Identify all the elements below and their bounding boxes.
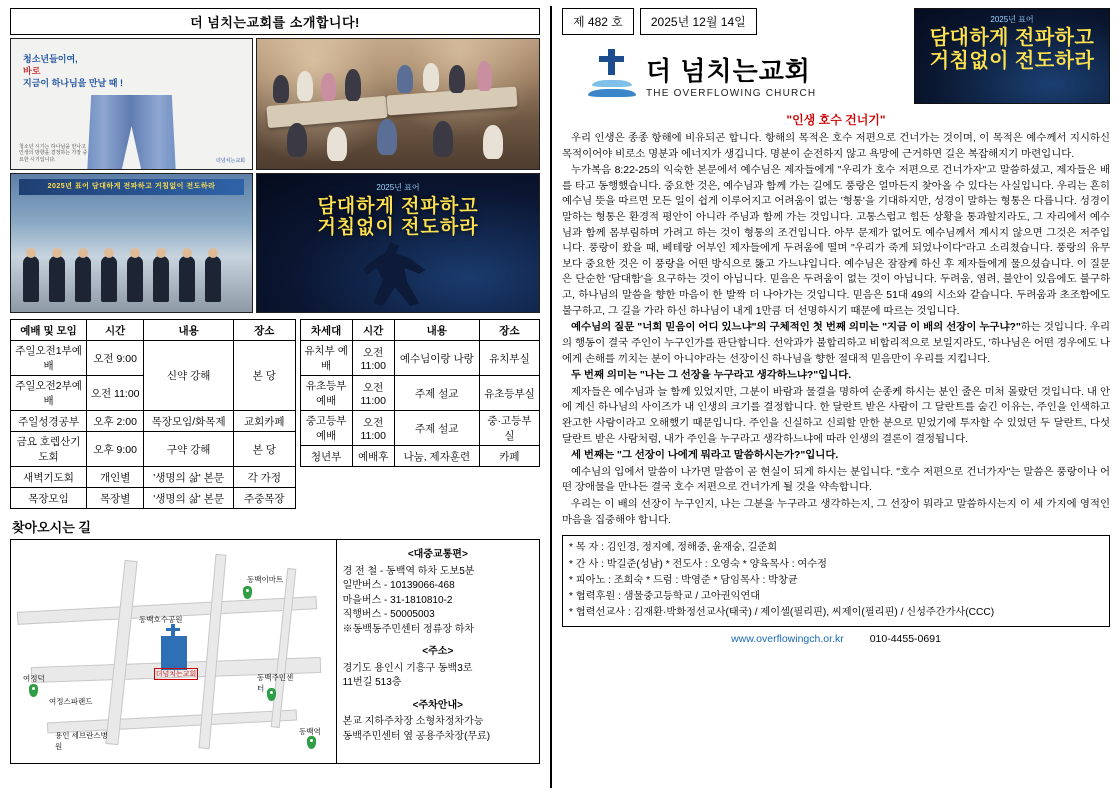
cell: 중고등부 예배 <box>300 411 352 446</box>
map-label: 여정스파랜드 <box>49 697 93 706</box>
sermon-body <box>562 131 1110 528</box>
cell: 교회카페 <box>234 411 296 432</box>
table-row <box>11 432 296 467</box>
worship-schedule-table-wrap <box>10 319 296 509</box>
poster-theme-line-1: 담대하게 전파하고 <box>317 196 479 217</box>
staff-line: * 피아노 : 조희숙 * 드럼 : 박영준 * 담임목사 : 박창균 <box>569 574 798 586</box>
table-row <box>11 467 296 488</box>
map-label: 여정덕 <box>23 674 45 683</box>
map-label: 동백주민센터 <box>257 673 294 693</box>
choir-photo <box>10 173 253 313</box>
cell: 본 당 <box>234 432 296 467</box>
cell: 카페 <box>479 446 539 467</box>
cell: 새벽기도회 <box>11 467 87 488</box>
cell: 유초등부 예배 <box>300 376 352 411</box>
cell: 청년부 <box>300 446 352 467</box>
table-row <box>11 411 296 432</box>
staff-box <box>562 535 1110 627</box>
cell: 목장모임/화목제 <box>144 411 234 432</box>
poster-year: 2025년 표어 <box>376 183 420 192</box>
poster-line-1: 청소년들이여, <box>23 54 78 64</box>
photo-grid <box>10 38 540 313</box>
cell: 예수님이랑 나랑 <box>394 341 479 376</box>
cell: 목장모임 <box>11 488 87 509</box>
cell: 주중목장 <box>234 488 296 509</box>
cell: 오전 9:00 <box>87 341 144 376</box>
address-line: 경기도 용인시 기흥구 동백3로 <box>342 662 473 674</box>
cell: 오전 11:00 <box>352 341 394 376</box>
worship-schedule-table <box>10 319 296 509</box>
map-pin-icon <box>307 736 316 749</box>
cell: 오전 11:00 <box>87 376 144 411</box>
cell: '생명의 삶' 본문 <box>144 488 234 509</box>
transport-line: 경 전 철 - 동백역 하차 도보5분 <box>342 565 475 577</box>
table-header-row <box>11 320 296 341</box>
table-row <box>11 341 296 376</box>
cell: 신약 강해 <box>144 341 234 411</box>
cell: 주일오전1부예배 <box>11 341 87 376</box>
phone-number: 010-4455-0691 <box>869 632 941 645</box>
paragraph: 누가복음 8:22-25의 익숙한 본문에서 예수님은 제자들에게 "우리가 호수 저편으로 건너가자"고 말씀하셨고, 제자들은 배를 타고 동행했습니다. 중요한 것은, 예수님과 함께 가는 길에도 풍랑은 얼마든지 찾아올 수 있다는 사실입니다. 우리는 흔히 예수님 뜻을 따르면 모든 일이 쉽게 이루어지고 어려움이 없는 '형통'을 기대하지만, 성경이 말하는 형통은 다릅니다. 성경이 말하는 형통은 환경적 평안이 아니라 주님과 함께 가는 것입니다. 고통스럽고 힘든 상황을 통과할지라도, 그 자리에서 예수님과 함께 몸부림하며 가려고 하는 것이 형통의 조건입니다. 아무 문제가 없어도 예수님께서 계시지 않으면 그것은 저주입니다. 풍랑이 왔을 때, 베테랑 어부인 제자들에게 두려움에 떨며 "우리가 죽게 되었나이다"라고 소리쳤습니다. 풍랑의 유무보다 중요한 것은 이 풍랑을 어떤 방식으로 뚫고 가느냐입니다. 예수님은 잠잠케 하신 후 제자들에게 물으셨습니다. 이 질문은 단순한 '담대함'을 요구하는 것이 아닙니다. 믿음은 두려움이 없는 것이 아닙니다. 두려움, 염려, 불안이 있음에도 불구하고, 하나님의 말씀을 향한 마음이 한 발짝 더 나아가는 것입니다. 믿음은 51대 49의 시소와 같습니다. 두려움과 초조함에도 불구하고, 그 길을 가라 하신 하나님이 내게 1만큼 더 선명하시기 때문에 따르는 것입니다. <box>562 165 1110 317</box>
table-row <box>11 488 296 509</box>
transport-line: ※동백동주민센터 정류장 하차 <box>342 623 475 635</box>
right-column <box>556 0 1120 794</box>
cell: 오후 9:00 <box>87 432 144 467</box>
worship-th-0: 예배 및 모임 <box>11 320 87 341</box>
poster-line-2: 바로 <box>23 66 41 77</box>
paragraph: 우리 인생은 종종 항해에 비유되곤 합니다. 항해의 목적은 호수 저편으로 건너가는 것이며, 이 목적은 예수께서 지시하신 목적이어야 비로소 명분과 에너지가 생깁니다. 명분이 순전하지 않고 욕망에 근거하면 길은 복잡해지기 마련입니다. <box>562 133 1110 160</box>
cell: 개인별 <box>87 467 144 488</box>
poster-line-3: 지금이 하나님을 만날 때 ! <box>23 78 123 89</box>
transport-line: 마을버스 - 31-1810810-2 <box>342 594 453 606</box>
paragraph: 예수님의 입에서 말씀이 나가면 말씀이 곧 현실이 되게 하시는 분입니다. "호수 저편으로 건너가자"는 말씀은 풍랑이나 어떤 장애물을 만나든 결국 호수 저편으로 건너가게 될 것을 약속합니다. <box>562 466 1110 494</box>
cell: 목장별 <box>87 488 144 509</box>
church-map-label: 더넘치는교회 <box>154 668 198 680</box>
footer <box>562 633 1110 645</box>
address-heading: <주소> <box>422 646 454 657</box>
paragraph: 두 번째 의미는 "나는 그 선장을 누구라고 생각하느냐?"입니다. <box>571 370 852 382</box>
table-row <box>300 411 539 446</box>
age-th-1: 시간 <box>352 320 394 341</box>
intro-title: 더 넘치는교회를 소개합니다! <box>10 8 540 35</box>
parking-line: 동백주민센터 옆 공용주차장(무료) <box>342 730 491 742</box>
jeans-illustration <box>84 95 180 169</box>
cell: 오전 11:00 <box>352 411 394 446</box>
transport-line: 직행버스 - 50005003 <box>342 609 435 620</box>
fellowship-photo <box>256 38 540 170</box>
issue-number: 제 482 호 <box>562 8 634 35</box>
cell: 유치부 예배 <box>300 341 352 376</box>
masthead <box>562 8 1110 104</box>
poster-logo-text: 더넘치는교회 <box>216 158 245 164</box>
transport-line: 일반버스 - 10139066-468 <box>342 580 455 591</box>
paragraph: 제자들은 예수님과 늘 함께 있었지만, 그분이 바람과 물결을 명하여 순종케 하시는 분인 줄은 미처 몰랐던 것입니다. 내 안에 계신 하나님의 사이즈가 내 인생의 크기를 결정합니다. 한 달란트 받은 사람이 그 달란트를 숨긴 이유는, 주인을 인색하고 완고한 사람이라고 오해했기 때문입니다. 주인을 신실하고 신뢰할 만한 분으로 믿었기에 투자할 수 있었던 두 달란트, 다섯 달란트 받은 사람처럼, 내가 주인을 누구라고 생각하느냐에 따라 인생의 결론이 결정됩니다. <box>562 386 1110 445</box>
directions-box <box>10 539 540 764</box>
column-divider <box>550 6 552 788</box>
issue-date: 2025년 12월 14일 <box>640 8 757 35</box>
location-map[interactable] <box>11 540 337 763</box>
worship-th-1: 시간 <box>87 320 144 341</box>
table-header-row <box>300 320 539 341</box>
table-row <box>300 446 539 467</box>
theme-year: 2025년 표어 <box>990 15 1034 24</box>
cell: 금요 호렙산기도회 <box>11 432 87 467</box>
cross-wave-icon <box>586 49 638 101</box>
map-label: 동백이마트 <box>247 575 284 584</box>
church-logo <box>586 49 908 101</box>
cell: 주일오전2부예배 <box>11 376 87 411</box>
transport-heading: <대중교통편> <box>407 549 468 560</box>
cell: 나눔, 제자훈련 <box>394 446 479 467</box>
staff-line: * 협력선교사 : 김재환·박화정선교사(태국) / 제이셀(필리핀), 씨제이(필리핀) / 신성주간가사(CCC) <box>569 607 995 619</box>
theme-banner <box>914 8 1110 104</box>
left-column <box>0 0 546 794</box>
poster-theme-line-2: 거침없이 전도하라 <box>317 217 479 239</box>
table-row <box>300 376 539 411</box>
youth-poster-photo <box>10 38 253 170</box>
church-building-icon <box>161 636 187 670</box>
cell: 주제 설교 <box>394 376 479 411</box>
church-name-en: THE OVERFLOWING CHURCH <box>646 88 817 99</box>
age-schedule-table-wrap <box>300 319 540 509</box>
age-th-2: 내용 <box>394 320 479 341</box>
cell: 오전 11:00 <box>352 376 394 411</box>
parking-heading: <주차안내> <box>412 699 463 711</box>
church-name-kr: 더 넘치는교회 <box>646 56 811 86</box>
schedule-tables <box>10 319 540 509</box>
worship-th-3: 장소 <box>234 320 296 341</box>
worship-th-2: 내용 <box>144 320 234 341</box>
staff-line: * 협력후원 : 샘물중고등학교 / 고아권익연대 <box>569 591 761 603</box>
cell: 본 당 <box>234 341 296 411</box>
paragraph: 예수님의 질문 "너희 믿음이 어디 있느냐"의 구체적인 첫 번째 의미는 "지금 이 배의 선장이 누구냐?"하는 것입니다. 우리의 행동이 결국 주인이 누구인가를 판단합니다. 선악과가 불합리하고 비합리적으로 보일지라도, '하나님은 어떤 경우에도 나에게 손해를 끼치는 분이 아니야'라는 선장이신 하나님을 향한 절대적 믿음만이 우리를 지킵니다. <box>562 322 1110 365</box>
address-line: 11번길 513층 <box>342 677 402 688</box>
map-label: 용인 세브란스병원 <box>55 731 108 751</box>
paragraph: 세 번째는 "그 선장이 나에게 뭐라고 말씀하시는가?"입니다. <box>571 450 839 462</box>
cell: 주제 설교 <box>394 411 479 446</box>
staff-line: * 목 자 : 김인경, 정지예, 정해중, 윤재숭, 길준희 <box>569 542 778 554</box>
map-pin-icon <box>29 684 38 697</box>
cell: 각 가정 <box>234 467 296 488</box>
table-row <box>300 341 539 376</box>
cell: 중·고등부실 <box>479 411 539 446</box>
directions-info <box>337 540 539 763</box>
cell: 구약 강해 <box>144 432 234 467</box>
cell: 오후 2:00 <box>87 411 144 432</box>
map-label: 동백역 <box>299 727 321 736</box>
theme-line-2: 거침없이 전도하라 <box>929 50 1095 73</box>
sermon-title: "인생 호수 건너기" <box>786 113 886 127</box>
map-pin-icon <box>243 586 252 599</box>
poster-small-text: 청소년 시기는 하나님을 만나고 인생의 방향을 결정하는 가장 중요한 시기입니다. <box>19 143 88 163</box>
choir-banner-text: 2025년 표어 담대하게 전파하고 거침없이 전도하라 <box>19 179 244 195</box>
cell: '생명의 삶' 본문 <box>144 467 234 488</box>
age-th-0: 차세대 <box>300 320 352 341</box>
cell: 예배후 <box>352 446 394 467</box>
theme-poster-photo <box>256 173 540 313</box>
age-schedule-table <box>300 319 540 467</box>
cell: 유초등부실 <box>479 376 539 411</box>
staff-line: * 간 사 : 박길준(성남) * 전도사 : 오영숙 * 양육목사 : 여수정 <box>569 558 827 570</box>
age-th-3: 장소 <box>479 320 539 341</box>
website-link[interactable]: www.overflowingch.or.kr <box>731 632 844 645</box>
cell: 주일성경공부 <box>11 411 87 432</box>
cell: 유치부실 <box>479 341 539 376</box>
theme-line-1: 담대하게 전파하고 <box>929 27 1095 49</box>
map-label: 동백호수공원 <box>139 615 183 624</box>
directions-title: 찾아오시는 길 <box>12 520 91 535</box>
parking-line: 본교 지하주차장 소형차정차가능 <box>342 716 484 727</box>
paragraph: 우리는 이 배의 선장이 누구인지, 나는 그분을 누구라고 생각하는지, 그 선장이 뭐라고 말씀하시는지 이 세 가지에 영적인 마음을 집중해야 합니다. <box>562 499 1110 526</box>
